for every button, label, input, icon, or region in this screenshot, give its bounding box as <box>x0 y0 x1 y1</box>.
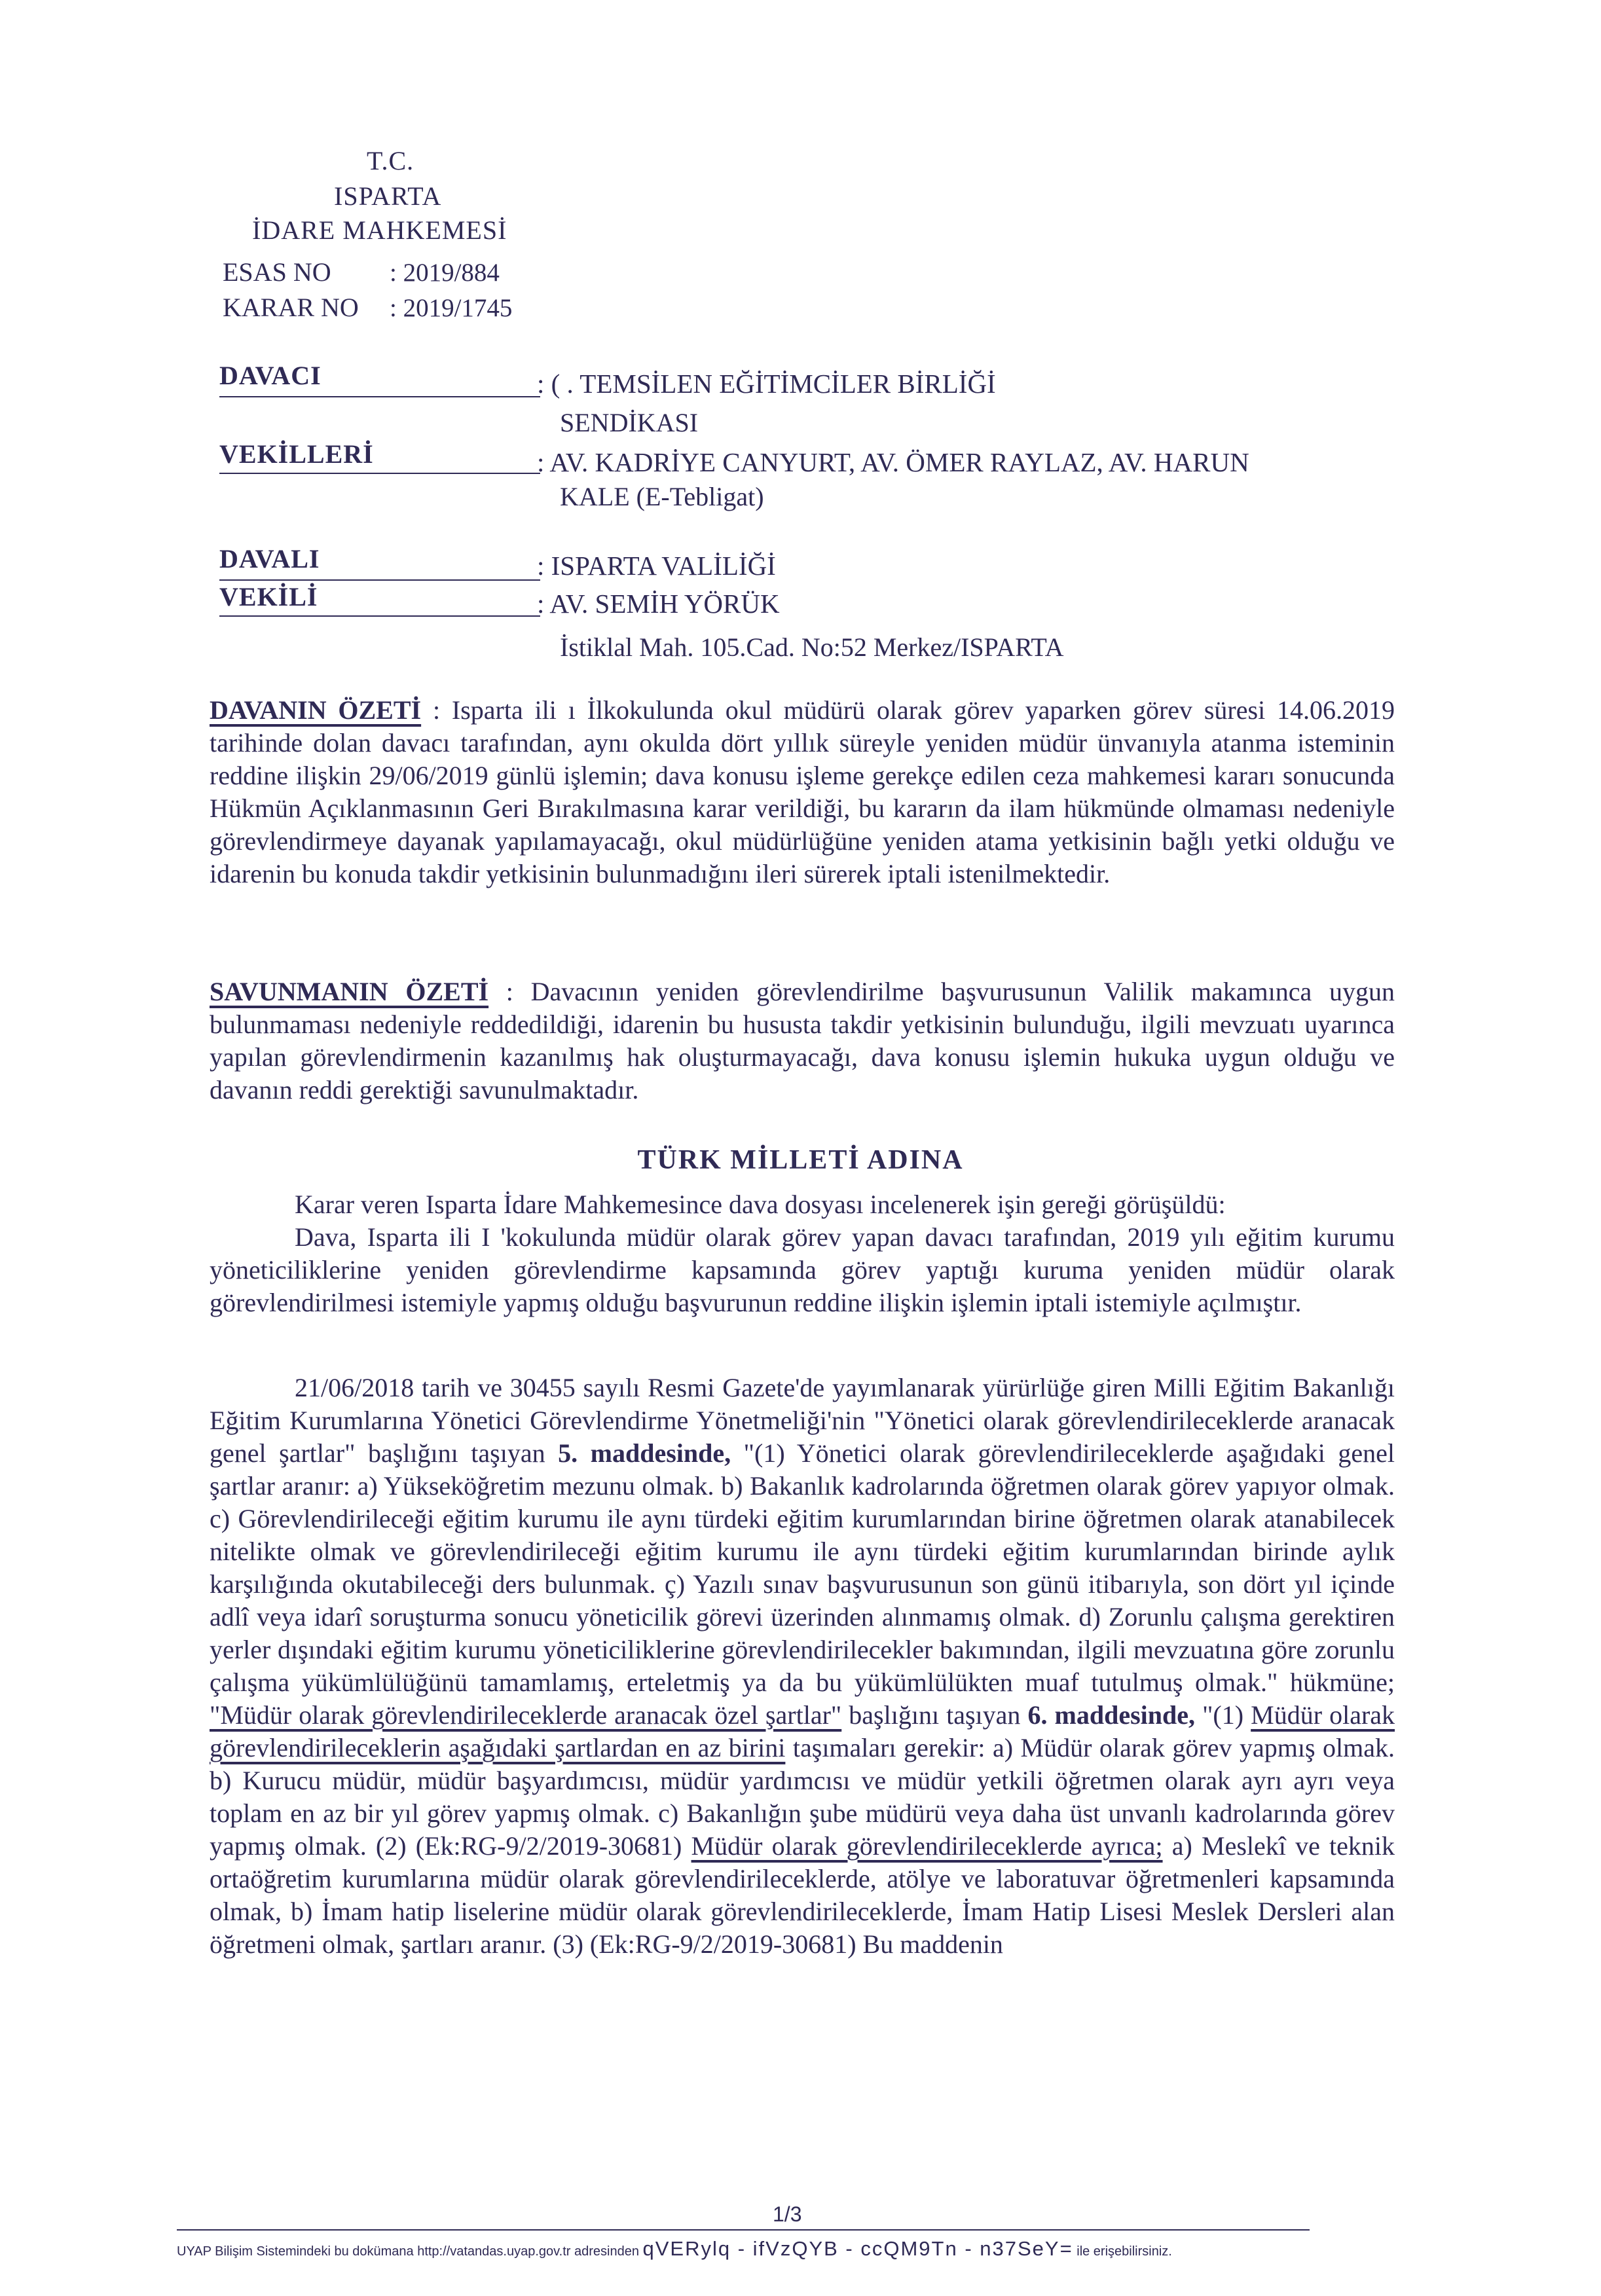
karar-no-value: : 2019/1745 <box>390 294 513 322</box>
header-city: ISPARTA <box>334 181 442 211</box>
vekili-value: : AV. SEMİH YÖRÜK <box>537 589 780 619</box>
davali-label: DAVALI <box>219 544 320 574</box>
p3-underlined-additional: Müdür olarak görevlendirileceklerde ayrıca; <box>691 1831 1163 1861</box>
header-tc: T.C. <box>367 146 414 175</box>
p3-text-c: "(1) Yönetici olarak görevlendirileceklerde aşağıdaki genel şartlar aranır: a) Yükseköğretim mezunu olmak. b) Bakanlık kadrolarında öğretmen olarak görev yapıyor olmak. c) Görevlendirileceği eğitim kurumu ile aynı türdeki eğitim kurumlarından birine öğretmen olarak atanabilecek nitelikte olmak ve görevlendirileceği eğitim kurumu ile aynı türdeki eğitim kurumlarından birinde aylık karşılığında okutabileceği ders bulunmak. ç) Yazılı sınav başvurusunun son günü itibarıyla, son dört yıl içinde adlî veya idarî soruşturma sonucu yöneticilik görevi üzerinden alınmamış olmak. d) Zorunlu çalışma gerektiren yerler dışındaki eğitim kurumu yöneticiliklerine görevlendirilecekler bakımından, ilgili mevzuatına göre zorunlu çalışma yükümlülüğünü tamamlamış, erteletmiş ya da bu yükümlülükten muaf tutulmuş olmak." hükmüne; <box>210 1438 1395 1697</box>
vekili-address: İstiklal Mah. 105.Cad. No:52 Merkez/ISPARTA <box>560 632 1064 662</box>
p3-text-i: taşımaları gerekir: a) Müdür olarak görev yapmış olmak. b) Kurucu müdür, müdür başyardımcısı, müdür yardımcısı ve müdür yetkili öğretmen olarak ayrı ayrı veya toplam en az bir yıl görev yapmış olmak. c) Bakanlığın şube müdürü veya daha üst unvanlı kadrolarında görev yapmış olmak. (2) (Ek:RG-9/2/2019-30681) <box>210 1733 1395 1861</box>
vekilleri-value-cont: KALE (E-Tebligat) <box>560 482 764 511</box>
body-paragraph-2: Dava, Isparta ili I 'kokulunda müdür olarak görev yapan davacı tarafından, 2019 yılı eğitim kurumu yöneticiliklerine yeniden görevlendirme kapsamında görev yaptığı kuruma yeniden müdür olarak görevlendirilmesi istemiyle yapmış olduğu başvurunun reddine ilişkin işlemin iptali istemiyle açılmıştır. <box>210 1222 1395 1317</box>
footer-uyap-note <box>177 2237 1172 2261</box>
footer-suffix: ile erişebilirsiniz. <box>1073 2244 1172 2259</box>
dava-ozeti-text: : Isparta ili ı İlkokulunda okul müdürü olarak görev yaparken görev süresi 14.06.2019 tarihinde dolan davacı tarafından, aynı okulda dört yıllık süreyle yeniden müdür ünvanıyla atanma isteminin reddine ilişkin 29/06/2019 günlü işlemin; dava konusu işleme gerekçe edilen ceza mahkemesi kararı sonucunda Hükmün Açıklanmasının Geri Bırakılmasına karar verildiği, bu kararın da ilam hükmünde olmaması nedeniyle görevlendirmeye dayanak yapılamayacağı, okul müdürlüğüne yeniden atama yetkisinin bağlı yetki olduğu ve idarenin bu konuda takdir yetkisinin bulunmadığını ileri sürerek iptali istenilmektedir. <box>210 695 1395 888</box>
vekili-label: VEKİLİ <box>219 582 318 611</box>
footer-rule <box>177 2229 1310 2231</box>
davaci-value-cont: SENDİKASI <box>560 408 699 437</box>
dava-ozeti-paragraph <box>210 694 1395 890</box>
savunma-ozeti-text: : Davacının yeniden görevlendirilme başvurusunun Valilik makamınca uygun bulunmaması nedeniyle reddedildiği, idarenin bu hususta takdir yetkisinin bulunduğu, ilgili mevzuatı uyarınca yapılan görevlendirmenin kazanılmış hak oluşturmayacağı, dava konusu işlemin hukuka uygun olduğu ve davanın reddi gerektiği savunulmaktadır. <box>210 977 1395 1104</box>
davaci-label: DAVACI <box>219 361 322 390</box>
page-number: 1/3 <box>773 2202 802 2226</box>
body-paragraph-1: Karar veren Isparta İdare Mahkemesince dava dosyası incelenerek işin gereği görüşüldü: <box>295 1190 1226 1219</box>
davaci-value: : ( . TEMSİLEN EĞİTİMCİLER BİRLİĞİ <box>537 369 996 399</box>
p3-underlined-condition: Müdür olarak görevlendirileceklerin aşağıdaki şartlardan en az birini <box>210 1700 1395 1762</box>
decision-title: TÜRK MİLLETİ ADINA <box>637 1145 964 1175</box>
davali-underline <box>219 579 540 581</box>
karar-no-row <box>223 292 512 323</box>
karar-no-label: KARAR NO <box>223 293 359 322</box>
esas-no-label: ESAS NO <box>223 257 331 287</box>
vekilleri-underline <box>219 473 540 474</box>
p3-text-g: "(1) <box>1195 1700 1251 1730</box>
p3-underlined-heading: "Müdür olarak görevlendirileceklerde aranacak özel şartlar" <box>210 1700 842 1730</box>
esas-no-row <box>223 257 500 287</box>
header-court: İDARE MAHKEMESİ <box>252 215 507 245</box>
davaci-underline <box>219 396 540 397</box>
vekili-underline <box>219 615 540 617</box>
savunma-ozeti-label: SAVUNMANIN ÖZETİ <box>210 977 489 1006</box>
p3-text-e: başlığını taşıyan <box>841 1700 1028 1730</box>
footer-access-code: qVERylq - ifVzQYB - ccQM9Tn - n37SeY= <box>642 2237 1073 2260</box>
p3-article-6: 6. maddesinde, <box>1027 1700 1196 1730</box>
p3-text-k: a) Meslekî ve teknik ortaöğretim kurumlarına müdür olarak görevlendirileceklerde, atölye ve laboratuvar öğretmenleri kapsamında olmak, b) İmam hatip liselerine müdür olarak görevlendirileceklerde, İmam Hatip Lisesi Meslek Dersleri alan öğretmeni olmak, şartları aranır. (3) (Ek:RG-9/2/2019-30681) Bu maddenin <box>210 1831 1395 1959</box>
vekilleri-value: : AV. KADRİYE CANYURT, AV. ÖMER RAYLAZ, AV. HARUN <box>537 447 1249 477</box>
vekilleri-label: VEKİLLERİ <box>219 439 374 469</box>
p3-text-a: 21/06/2018 tarih ve 30455 sayılı Resmi Gazete'de yayımlanarak yürürlüğe giren Milli Eğitim Bakanlığı Eğitim Kurumlarına Yönetici Görevlendirme Yönetmeliği'nin "Yönetici olarak görevlendirileceklerde aranacak genel şartlar" başlığını taşıyan <box>210 1373 1395 1468</box>
footer-text: UYAP Bilişim Sistemindeki bu dokümana http://vatandas.uyap.gov.tr adresinden <box>177 2244 643 2259</box>
davali-value: : ISPARTA VALİLİĞİ <box>537 551 776 581</box>
body-paragraph-3 <box>210 1372 1395 1961</box>
dava-ozeti-label: DAVANIN ÖZETİ <box>210 695 422 725</box>
savunma-ozeti-paragraph <box>210 975 1395 1106</box>
esas-no-value: : 2019/884 <box>390 259 500 287</box>
p3-article-5: 5. maddesinde, <box>558 1438 731 1468</box>
